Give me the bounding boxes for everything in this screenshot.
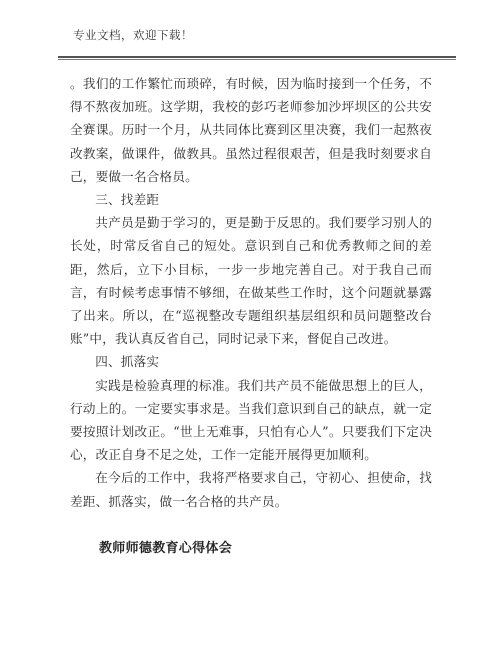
section-title-find-gap: 三、找差距 — [95, 192, 160, 208]
paragraph-find-gap: 共产员是勤于学习的，更是勤于反思的。我们要学习别人的长处，时常反省自己的短处。意识到自己和优秀教师之间的差距，然后，立下小目标，一步一步地完善自己。对于我自己而言，有时候考虑事情不够细，在做某些工作时，这个问题就暴露了出来。所以，在“巡视整改专题组织基层组织和员问题整改台账”中，我认真反省自己，同时记录下来，督促自己改进。 — [70, 215, 432, 347]
document-body — [70, 72, 432, 513]
section-heading: 教师师德教育心得体会 — [99, 541, 233, 556]
header-divider-thin — [58, 59, 456, 60]
paragraph-implement: 实践是检验真理的标准。我们共产员不能做思想上的巨人，行动上的。一定要实事求是。当我们意识到自己的缺点，就一定要按照计划改正。“世上无难事，只怕有心人”。只要我们下定决心，改正自身不足之处，工作一定能开展得更加顺利。 — [70, 377, 432, 463]
section-title-implement: 四、抓落实 — [95, 354, 160, 370]
paragraph-work-busy: 。我们的工作繁忙而琐碎，有时候，因为临时接到一个任务，不得不熬夜加班。这学期，我校的彭巧老师参加沙坪坝区的公共安全赛课。历时一个月，从共同体比赛到区里决赛，我们一起熬夜改教案，做课件，做教具。虽然过程很艰苦，但是我时刻要求自己，要做一名合格员。 — [70, 76, 432, 184]
page-header: 专业文档，欢迎下载！ — [73, 28, 193, 42]
paragraph-conclusion: 在今后的工作中，我将严格要求自己，守初心、担使命，找差距、抓落实，做一名合格的共产员。 — [70, 470, 432, 509]
header-divider — [58, 56, 456, 58]
